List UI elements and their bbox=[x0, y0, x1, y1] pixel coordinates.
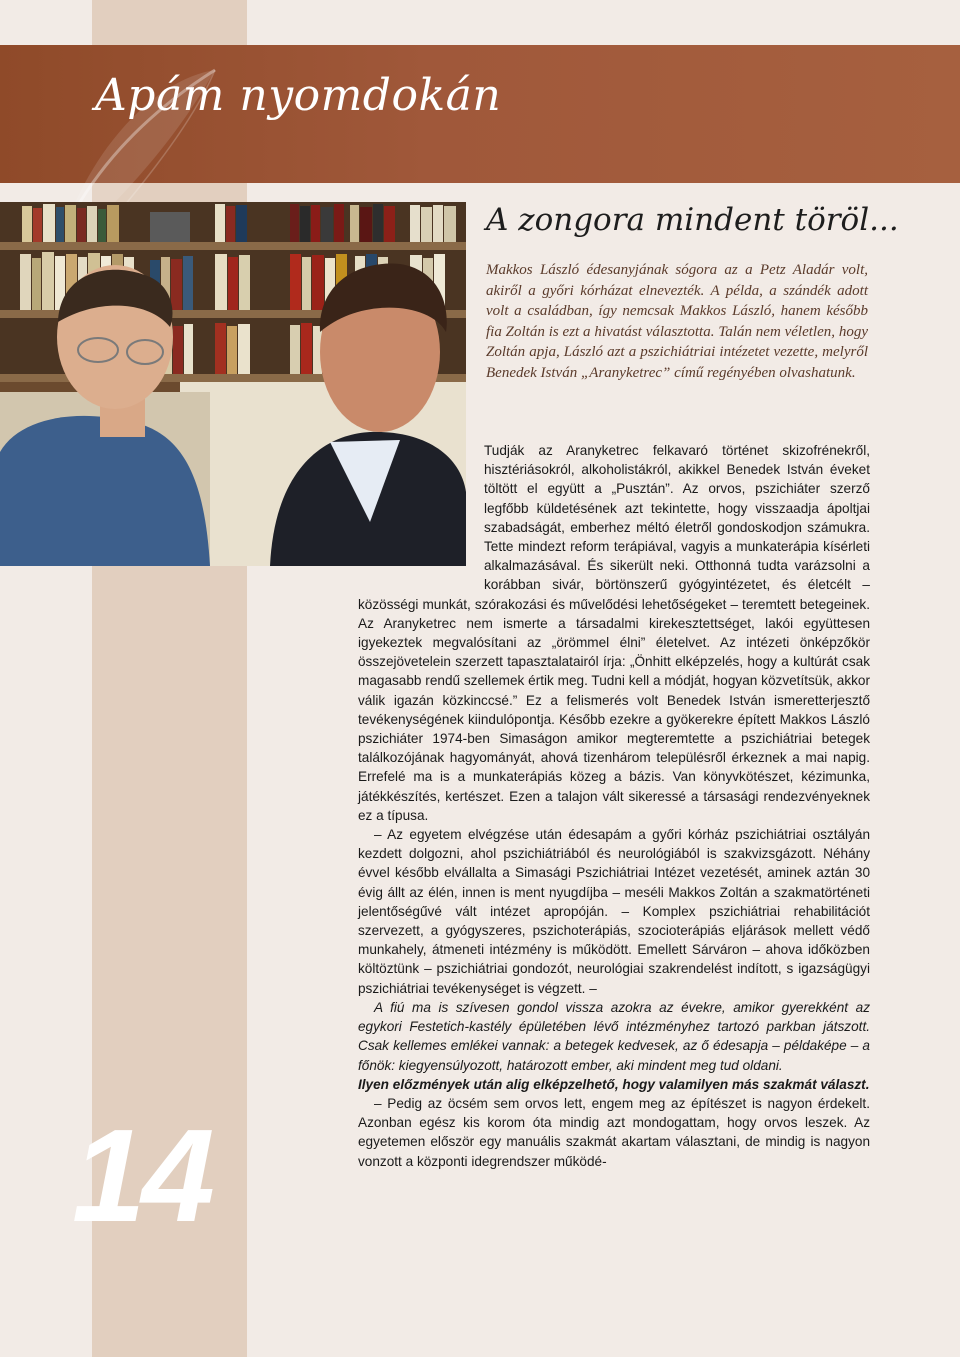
body-paragraph-5: – Pedig az öcsém sem orvos lett, engem meg az építészet is nagyon érdekelt. Azonban egész kis korom óta mindig azt mondogattam, hogy orvos leszek. Az egyetemen először egy manuális szakmát akartam választani, de mindig is nagyon vonzott a központi idegrendszer működé- bbox=[358, 1095, 870, 1169]
article-body bbox=[358, 441, 870, 1171]
section-title: Apám nyomdokán bbox=[95, 70, 502, 121]
photo-wrap-spacer bbox=[358, 441, 484, 578]
body-paragraph-4: Ilyen előzmények után alig elképzelhető, hogy valamilyen más szakmát választ. bbox=[358, 1076, 870, 1092]
body-paragraph-3: A fiú ma is szívesen gondol vissza azokra az évekre, amikor gyerekként az egykori Festetich-kastély épületében lévő intézményhez tartozó parkban játszott. Csak kellemes emlékei vannak: a betegek kedvesek, az ő édesapja – példaképe – a főnök: kiegyensúlyozott, határozott ember, aki mindent meg tud oldani. bbox=[358, 999, 870, 1073]
page-number: 14 bbox=[72, 1102, 211, 1249]
article-title: A zongora mindent töröl... bbox=[486, 202, 899, 238]
body-paragraph-1: Tudják az Aranyketrec felkavaró történet skizofrénekről, hisztériásokról, alkoholistákról, akikkel Benedek István éveket töltött el együtt a „Pusztán”. Az orvos, pszichiáter szerző legfőbb küldetésének azt tekintette, hogy visszaadja ápoltjai szabadságát, emberhez méltó életről gondoskodjon számukra. Tette mindezt reform terápiával, vagyis a munkaterápia kísérleti alkalmazásával. És sikerült neki. Otthonná tudta varázsolni a korábban sivár, börtönszerű gyógyintézetet, és életcélt – közösségi munkát, szórakozási és művelődési lehetőségeket – teremtett betegeinek. Az Aranyketrec nem ismerte a társadalmi kirekesztettséget, lakói együttesen igyekeztek megvalósítani az „örömmel élni” életelvet. Az intézeti önképzőkör összejövetelein szerzett tapasztalatairól írja: „Önhitt elképzelés, hogy a kultúrát csak magasabb rendű szellemek értik meg. Tudni kell a módját, hogyan közvetítsük, akkor válik igazán közkinccsé.” Ez a felismerés volt Benedek István ismeretterjesztő tevékenységének kiindulópontja. Később ezekre a gyökerekre épített Makkos László pszichiáter 1974-ben Simaságon amikor megteremtette a pszichiátriai betegek találkozójának hagyományát, ahová tizenhárom településről érkeznek a mai napig. Errefelé ma is a munkaterápiás közeg a bázis. Van könyvkötészet, kézimunka, játékkészítés, kertészet. Ezen a talajon vált sikeressé a társasági rendezvényeknek ez a típusa. bbox=[358, 443, 870, 823]
body-paragraph-2: – Az egyetem elvégzése után édesapám a győri kórház pszichiátriai osztályán kezdett dolgozni, ahol pszichiátriából és neurológiából is szakvizsgázott. Néhány évvel később elvállalta a Simasági Pszichiátriai Intézet vezetését, aminek aztán 30 évig állt az élén, innen is ment nyugdíjba – meséli Makkos Zoltán a szakmatörténeti jelentőségűvé vált intézet apropóján. – Komplex pszichiátriai rehabilitációt szervezett, a gyógyszeres, pszichoterápiás, szocioterápiás eljárások mellett védő munkahely, átmeneti intézmény is működött. Emellett Sárváron – ahova időközben költöztünk – pszichiátriai gondozót, neurológiai szakrendelést indított, s igazságügyi pszichiátriai tevékenységet is végzett. – bbox=[358, 827, 870, 996]
article-lead: Makkos László édesanyjának sógora az a Petz Aladár volt, akiről a győri kórházat elnevezték. A példa, a szándék adott volt a családban, így nemcsak Makkos László, hanem később fia Zoltán is ezt a hivatást választotta. Talán nem véletlen, hogy Zoltán apja, László azt a pszichiátriai intézetet vezette, melyről Benedek István „Aranyketrec” című regényében olvashatunk. bbox=[486, 262, 868, 381]
